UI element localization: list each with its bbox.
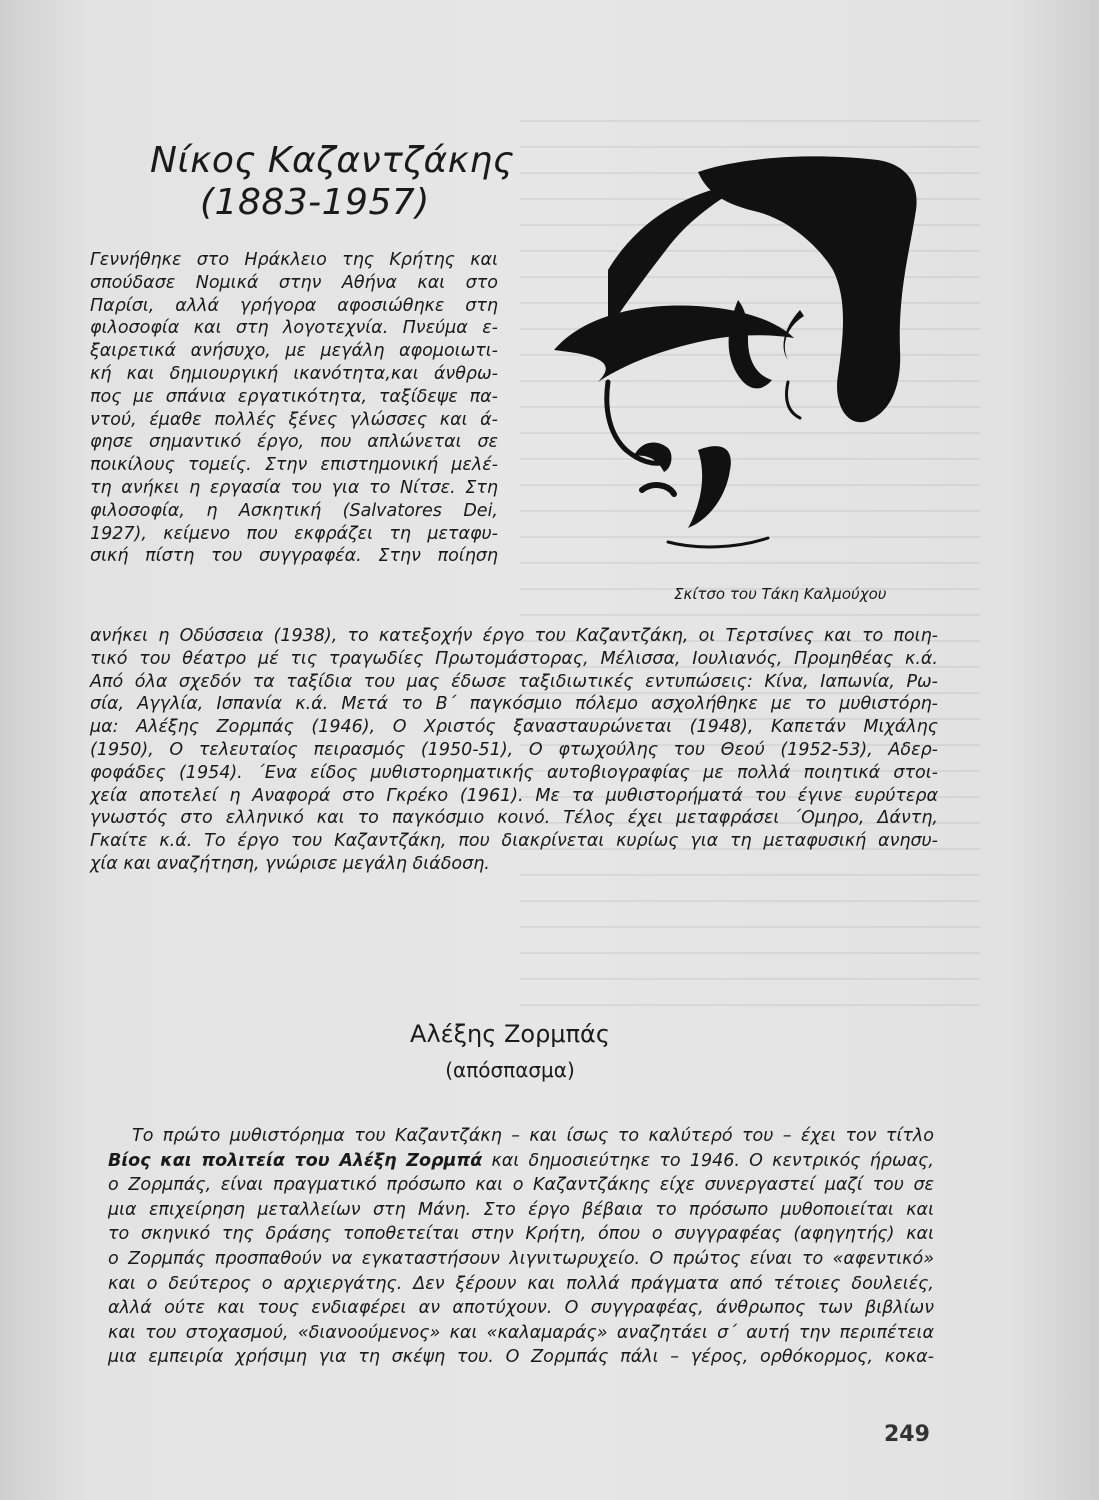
- page-number: 249: [884, 1422, 930, 1447]
- intro-line-rest: και δημοσιεύτηκε το 1946. Ο κεντρικός ήρωας,: [482, 1150, 934, 1171]
- bio-line: μα: Αλέξης Ζορμπάς (1946), Ο Χριστός ξανασταυρώνεται (1948), Καπετάν Μιχάλης: [90, 717, 938, 738]
- intro-line: [108, 1149, 934, 1174]
- bio-line: τικό του θέατρο μέ τις τραγωδίες Πρωτομάστορας, Μέλισσα, Ιουλιανός, Προμηθέας κ.ά.: [90, 648, 938, 669]
- intro-paragraph: [108, 1124, 934, 1370]
- bio-line: ανήκει η Οδύσσεια (1938), το κατεξοχήν έργο του Καζαντζάκη, οι Τερτσίνες και το ποιη-: [90, 626, 938, 646]
- bio-line: φιλοσοφία, η Ασκητική (Salvatores Dei,: [90, 500, 498, 521]
- bio-line: (1950), Ο τελευταίος πειρασμός (1950-51), Ο φτωχούλης του Θεού (1952-53), Αδερ-: [90, 739, 938, 760]
- bio-line: Γκαίτε κ.ά. Το έργο του Καζαντζάκη, που διακρίνεται κυρίως για τη μεταφυσική ανησυ-: [90, 831, 938, 852]
- bio-line: πος με σπάνια εργατικότητα, ταξίδεψε πα-: [90, 386, 498, 407]
- bio-line: χεία αποτελεί η Αναφορά στο Γκρέκο (1961). Με τα μυθιστορήματά του έγινε ευρύτερα: [90, 785, 938, 806]
- bio-line: Γεννήθηκε στο Ηράκλειο της Κρήτης και: [90, 250, 498, 270]
- portrait-cheek-stroke: [784, 310, 804, 360]
- bio-line: φιλοσοφία και στη λογοτεχνία. Πνεύμα ε-: [90, 318, 498, 339]
- portrait-brow: [554, 305, 794, 382]
- bio-line: ξαιρετικά ανήσυχο, με μεγάλη αφομοιωτι-: [90, 341, 498, 362]
- bio-line: ντού, έμαθε πολλές ξένες γλώσσες και ά-: [90, 409, 498, 430]
- intro-line: και ο δεύτερος ο αρχιεργάτης. Δεν ξέρουν και πολλά πράγματα από τέτοιες δουλειές,: [108, 1273, 934, 1294]
- portrait-sketch: [548, 150, 938, 580]
- bio-line: 1927), κείμενο που εκφράζει τη μεταφυ-: [90, 523, 498, 544]
- section-subtitle: (απόσπασμα): [445, 1058, 575, 1082]
- bio-line: χία και αναζήτηση, γνώρισε μεγάλη διάδοση.: [90, 853, 490, 874]
- section-title: Αλέξης Ζορμπάς: [410, 1020, 610, 1048]
- novel-title: Βίος και πολιτεία του Αλέξη Ζορμπά: [108, 1150, 483, 1171]
- author-dates: (1883-1957): [200, 182, 430, 223]
- biography-column: [90, 249, 498, 568]
- bio-line: σπούδασε Νομικά στην Αθήνα και στο: [90, 272, 498, 293]
- portrait-mouth: [642, 485, 674, 494]
- portrait-neck: [668, 538, 768, 547]
- bio-line: Από όλα σχεδόν τα ταξίδια του μας έδωσε ταξιδιωτικές εντυπώσεις: Κίνα, Ιαπωνία, Ρω-: [90, 671, 938, 692]
- bio-line: τη ανήκει η εργασία του για το Νίτσε. Στη: [90, 477, 498, 498]
- bio-line: σική πίστη του συγγραφέα. Στην ποίηση: [90, 546, 498, 567]
- intro-line: Το πρώτο μυθιστόρημα του Καζαντζάκη – και ίσως το καλύτερό του – έχει τον τίτλο: [132, 1126, 934, 1146]
- portrait-hair: [698, 156, 917, 422]
- bio-line: σία, Αγγλία, Ισπανία κ.ά. Μετά το Β΄ παγκόσμιο πόλεμο ασχολήθηκε με το μυθιστόρη-: [90, 694, 938, 715]
- intro-line: μια επιχείρηση μεταλλείων στη Μάνη. Στο έργο βέβαια το πρόσωπο μυθοποιείται και: [108, 1199, 934, 1220]
- portrait-ear-stroke: [729, 300, 772, 388]
- bio-line: γνωστός στο ελληνικό και το παγκόσμιο κοινό. Τέλος έχει μεταφράσει ΄Ομηρο, Δάντη,: [90, 808, 938, 829]
- bio-line: Παρίσι, αλλά γρήγορα αφοσιώθηκε στη: [90, 295, 498, 316]
- intro-line: ο Ζορμπάς προσπαθούν να εγκαταστήσουν λιγνιτωρυχείο. Ο πρώτος είναι το «αφεντικό»: [108, 1248, 934, 1269]
- intro-line: μια εμπειρία χρήσιμη για τη σκέψη του. Ο Ζορμπάς πάλι – γέρος, ορθόκορμος, κοκα-: [108, 1347, 934, 1368]
- bio-line: φοφάδες (1954). ΄Ενα είδος μυθιστορηματικής αυτοβιογραφίας με πολλά ποιητικά στοι-: [90, 762, 938, 783]
- portrait-tie-stroke: [787, 382, 801, 418]
- bio-line: κή και δημιουργική ικανότητα,και άνθρω-: [90, 363, 498, 384]
- portrait-jaw: [688, 446, 731, 528]
- biography-continued: [90, 625, 938, 876]
- bio-line: ποικίλους τομείς. Στην επιστημονική μελέ-: [90, 455, 498, 476]
- portrait-caption: Σκίτσο του Τάκη Καλμούχου: [674, 585, 887, 603]
- intro-line: ο Ζορμπάς, είναι πραγματικό πρόσωπο και ο Καζαντζάκης είχε συνεργαστεί μαζί του σε: [108, 1175, 934, 1196]
- author-name: Νίκος Καζαντζάκης: [150, 140, 515, 181]
- bio-line: φησε σημαντικό έργο, που απλώνεται σε: [90, 432, 498, 453]
- intro-line: αλλά ούτε και τους ενδιαφέρει αν αποτύχουν. Ο συγγραφέας, άνθρωπος των βιβλίων: [108, 1298, 934, 1319]
- intro-line: το σκηνικό της δράσης τοποθετείται στην Κρήτη, όπου ο συγγραφέας (αφηγητής) και: [108, 1224, 934, 1245]
- intro-line: και του στοχασμού, «διανοούμενος» και «καλαμαράς» αναζητάει σ΄ αυτή την περιπέτεια: [108, 1322, 934, 1343]
